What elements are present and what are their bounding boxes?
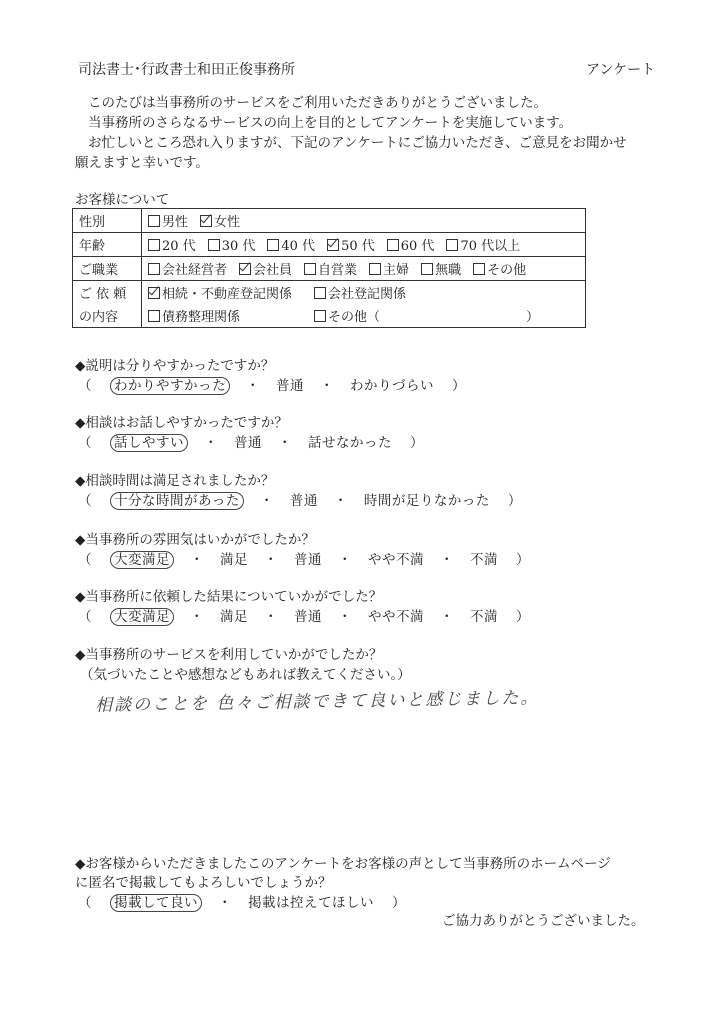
- option-label: 会社経営者: [162, 263, 228, 278]
- answer-choice[interactable]: わかりづらい: [350, 378, 434, 394]
- option-job_options-1[interactable]: [239, 259, 292, 278]
- option-label: 50 代: [341, 239, 375, 254]
- answer-choice[interactable]: 掲載して良い: [110, 894, 202, 912]
- separator: ・: [264, 609, 278, 625]
- checkbox-icon[interactable]: [314, 310, 326, 322]
- intro-line-3: お忙しいところ恐れ入りますが、下記のアンケートにご協力いただき、ご意見をお聞かせ: [88, 135, 627, 151]
- service-subtext: （気づいたことや感想などもあれば教えてください。）: [80, 667, 411, 683]
- option-request_row2-0[interactable]: [148, 306, 240, 325]
- separator: ・: [440, 609, 454, 625]
- paren-close: ）: [516, 609, 530, 625]
- job-options: [142, 257, 586, 281]
- option-label: 債務整理関係: [162, 310, 241, 325]
- separator: ・: [259, 493, 274, 509]
- job-label: ご職業: [73, 257, 142, 281]
- answer-choice[interactable]: 不満: [470, 552, 498, 568]
- paren-close: ）: [507, 493, 522, 509]
- separator: ・: [278, 435, 292, 451]
- checkbox-icon[interactable]: [421, 263, 433, 275]
- checkbox-icon[interactable]: [369, 263, 381, 275]
- checkbox-icon[interactable]: [304, 263, 316, 275]
- answer-choice[interactable]: わかりやすかった: [110, 377, 230, 395]
- checkbox-icon[interactable]: [239, 263, 251, 275]
- option-age_options-1[interactable]: [208, 235, 256, 254]
- age-options: [142, 233, 586, 257]
- request-options-row2: [142, 304, 586, 328]
- checkbox-icon[interactable]: [148, 310, 160, 322]
- separator: ・: [338, 552, 352, 568]
- answer-5[interactable]: [78, 605, 530, 625]
- paren-open: （: [78, 493, 92, 509]
- checkbox-icon[interactable]: [446, 239, 458, 251]
- handwritten-comment[interactable]: 相談のことを 色々ご相談できて良いと感じました。: [94, 688, 540, 716]
- checkbox-icon[interactable]: [327, 239, 339, 251]
- separator: ・: [333, 493, 348, 509]
- answer-choice[interactable]: 十分な時間があった: [110, 492, 244, 510]
- option-label: 会社員: [253, 263, 293, 278]
- closing-thanks: ご協力ありがとうございました。: [442, 913, 645, 929]
- checkbox-icon[interactable]: [200, 215, 212, 227]
- separator: ・: [190, 609, 204, 625]
- option-job_options-3[interactable]: [369, 259, 409, 278]
- answer-choice[interactable]: 大変満足: [110, 551, 174, 569]
- option-label: 主婦: [383, 263, 410, 278]
- other-close: ）: [526, 310, 540, 325]
- gender-options: [142, 209, 586, 233]
- option-request_row2-1[interactable]: [314, 306, 380, 325]
- option-request_row1-0[interactable]: [148, 283, 292, 302]
- answer-2[interactable]: [78, 431, 424, 451]
- request-options-row1: [142, 281, 586, 305]
- intro-line-1: このたびは当事務所のサービスをご利用いただきありがとうございました。: [88, 95, 547, 111]
- customer-table: [72, 208, 586, 328]
- option-age_options-0[interactable]: [148, 235, 196, 254]
- option-label: 20 代: [162, 239, 196, 254]
- option-label: 自営業: [318, 263, 358, 278]
- question-1: ◆説明は分りやすかったですか？: [75, 358, 275, 374]
- age-label: 年齢: [73, 233, 142, 257]
- answer-choice[interactable]: 満足: [220, 552, 248, 568]
- answer-choice[interactable]: 満足: [220, 609, 248, 625]
- checkbox-icon[interactable]: [387, 239, 399, 251]
- question-3: ◆相談時間は満足されましたか？: [75, 473, 275, 489]
- answer-choice[interactable]: 普通: [234, 435, 262, 451]
- service-question: ◆当事務所のサービスを利用していかがでしたか？: [75, 647, 383, 663]
- option-label: 40 代: [281, 239, 316, 254]
- office-name: 司法書士･行政書士和田正俊事務所: [78, 62, 295, 78]
- option-label: 会社登記関係: [328, 287, 407, 302]
- option-job_options-5[interactable]: [473, 259, 526, 278]
- gender-label: 性別: [73, 209, 142, 233]
- separator: ・: [264, 552, 278, 568]
- answer-choice[interactable]: 普通: [276, 378, 304, 394]
- option-age_options-4[interactable]: [387, 235, 435, 254]
- request-label-2: の内容: [73, 304, 142, 328]
- paren-open: （: [78, 609, 92, 625]
- option-job_options-2[interactable]: [304, 259, 357, 278]
- answer-choice[interactable]: やや不満: [368, 609, 424, 625]
- separator: ・: [338, 609, 352, 625]
- answer-choice[interactable]: 掲載は控えてほしい: [248, 895, 374, 911]
- paren-close: ）: [452, 378, 466, 394]
- answer-choice[interactable]: 話せなかった: [308, 435, 392, 451]
- paren-open: （: [78, 435, 92, 451]
- answer-choice[interactable]: やや不満: [368, 552, 424, 568]
- answer-choice[interactable]: 普通: [289, 493, 318, 509]
- checkbox-icon[interactable]: [148, 263, 160, 275]
- answer-1[interactable]: [78, 374, 466, 394]
- paren-open: （: [78, 378, 92, 394]
- separator: ・: [190, 552, 204, 568]
- publish-question-line-2: に匿名で掲載してもよろしいでしょうか？: [75, 875, 332, 891]
- separator: ・: [204, 435, 218, 451]
- paren-close: ）: [410, 435, 424, 451]
- paren-open: （: [78, 552, 92, 568]
- paren-open: （: [78, 895, 92, 911]
- option-label: 相続・不動産登記関係: [162, 287, 293, 302]
- publish-answer[interactable]: [78, 891, 406, 911]
- answer-choice[interactable]: 普通: [294, 552, 322, 568]
- answer-choice[interactable]: 大変満足: [110, 608, 174, 626]
- option-label: 70 代以上: [460, 239, 521, 254]
- checkbox-icon[interactable]: [208, 239, 220, 251]
- answer-choice[interactable]: 普通: [294, 609, 322, 625]
- answer-4[interactable]: [78, 548, 530, 568]
- checkbox-icon[interactable]: [473, 263, 485, 275]
- question-4: ◆当事務所の雰囲気はいかがでしたか？: [75, 532, 315, 548]
- option-label: 30 代: [221, 239, 256, 254]
- option-job_options-0[interactable]: [148, 259, 227, 278]
- option-label: 女性: [214, 215, 241, 230]
- answer-3[interactable]: [78, 489, 522, 509]
- question-2: ◆相談はお話しやすかったですか？: [75, 415, 288, 431]
- form-title: アンケート: [586, 62, 656, 78]
- customer-heading: お客様について: [75, 192, 170, 208]
- option-age_options-2[interactable]: [267, 235, 315, 254]
- option-label: その他: [487, 263, 527, 278]
- question-5: ◆当事務所に依頼した結果についていかがでした？: [75, 589, 383, 605]
- intro-line-4: 願えますと幸いです。: [75, 155, 209, 171]
- option-label: その他（: [328, 310, 381, 325]
- option-age_options-3[interactable]: [327, 235, 375, 254]
- option-age_options-5[interactable]: [446, 235, 520, 254]
- checkbox-icon[interactable]: [148, 287, 160, 299]
- checkbox-icon[interactable]: [148, 239, 160, 251]
- option-gender_options-1[interactable]: [200, 211, 240, 230]
- paren-close: ）: [516, 552, 530, 568]
- answer-choice[interactable]: 話しやすい: [110, 434, 188, 452]
- separator: ・: [440, 552, 454, 568]
- separator: ・: [218, 895, 232, 911]
- option-request_row1-1[interactable]: [314, 283, 406, 302]
- intro-line-2: 当事務所のさらなるサービスの向上を目的としてアンケートを実施しています。: [88, 115, 573, 131]
- option-gender_options-0[interactable]: [148, 211, 188, 230]
- checkbox-icon[interactable]: [148, 215, 160, 227]
- request-label: ご 依 頼: [73, 281, 142, 305]
- paren-close: ）: [392, 895, 406, 911]
- answer-choice[interactable]: 不満: [470, 609, 498, 625]
- option-label: 60 代: [400, 239, 435, 254]
- option-label: 無職: [435, 263, 462, 278]
- checkbox-icon[interactable]: [314, 287, 326, 299]
- option-job_options-4[interactable]: [421, 259, 461, 278]
- option-label: 男性: [162, 215, 189, 230]
- checkbox-icon[interactable]: [267, 239, 279, 251]
- answer-choice[interactable]: 時間が足りなかった: [363, 493, 490, 509]
- publish-question-line-1: ◆お客様からいただきましたこのアンケートをお客様の声として当事務所のホームページ: [75, 856, 611, 872]
- separator: ・: [246, 378, 260, 394]
- separator: ・: [320, 378, 334, 394]
